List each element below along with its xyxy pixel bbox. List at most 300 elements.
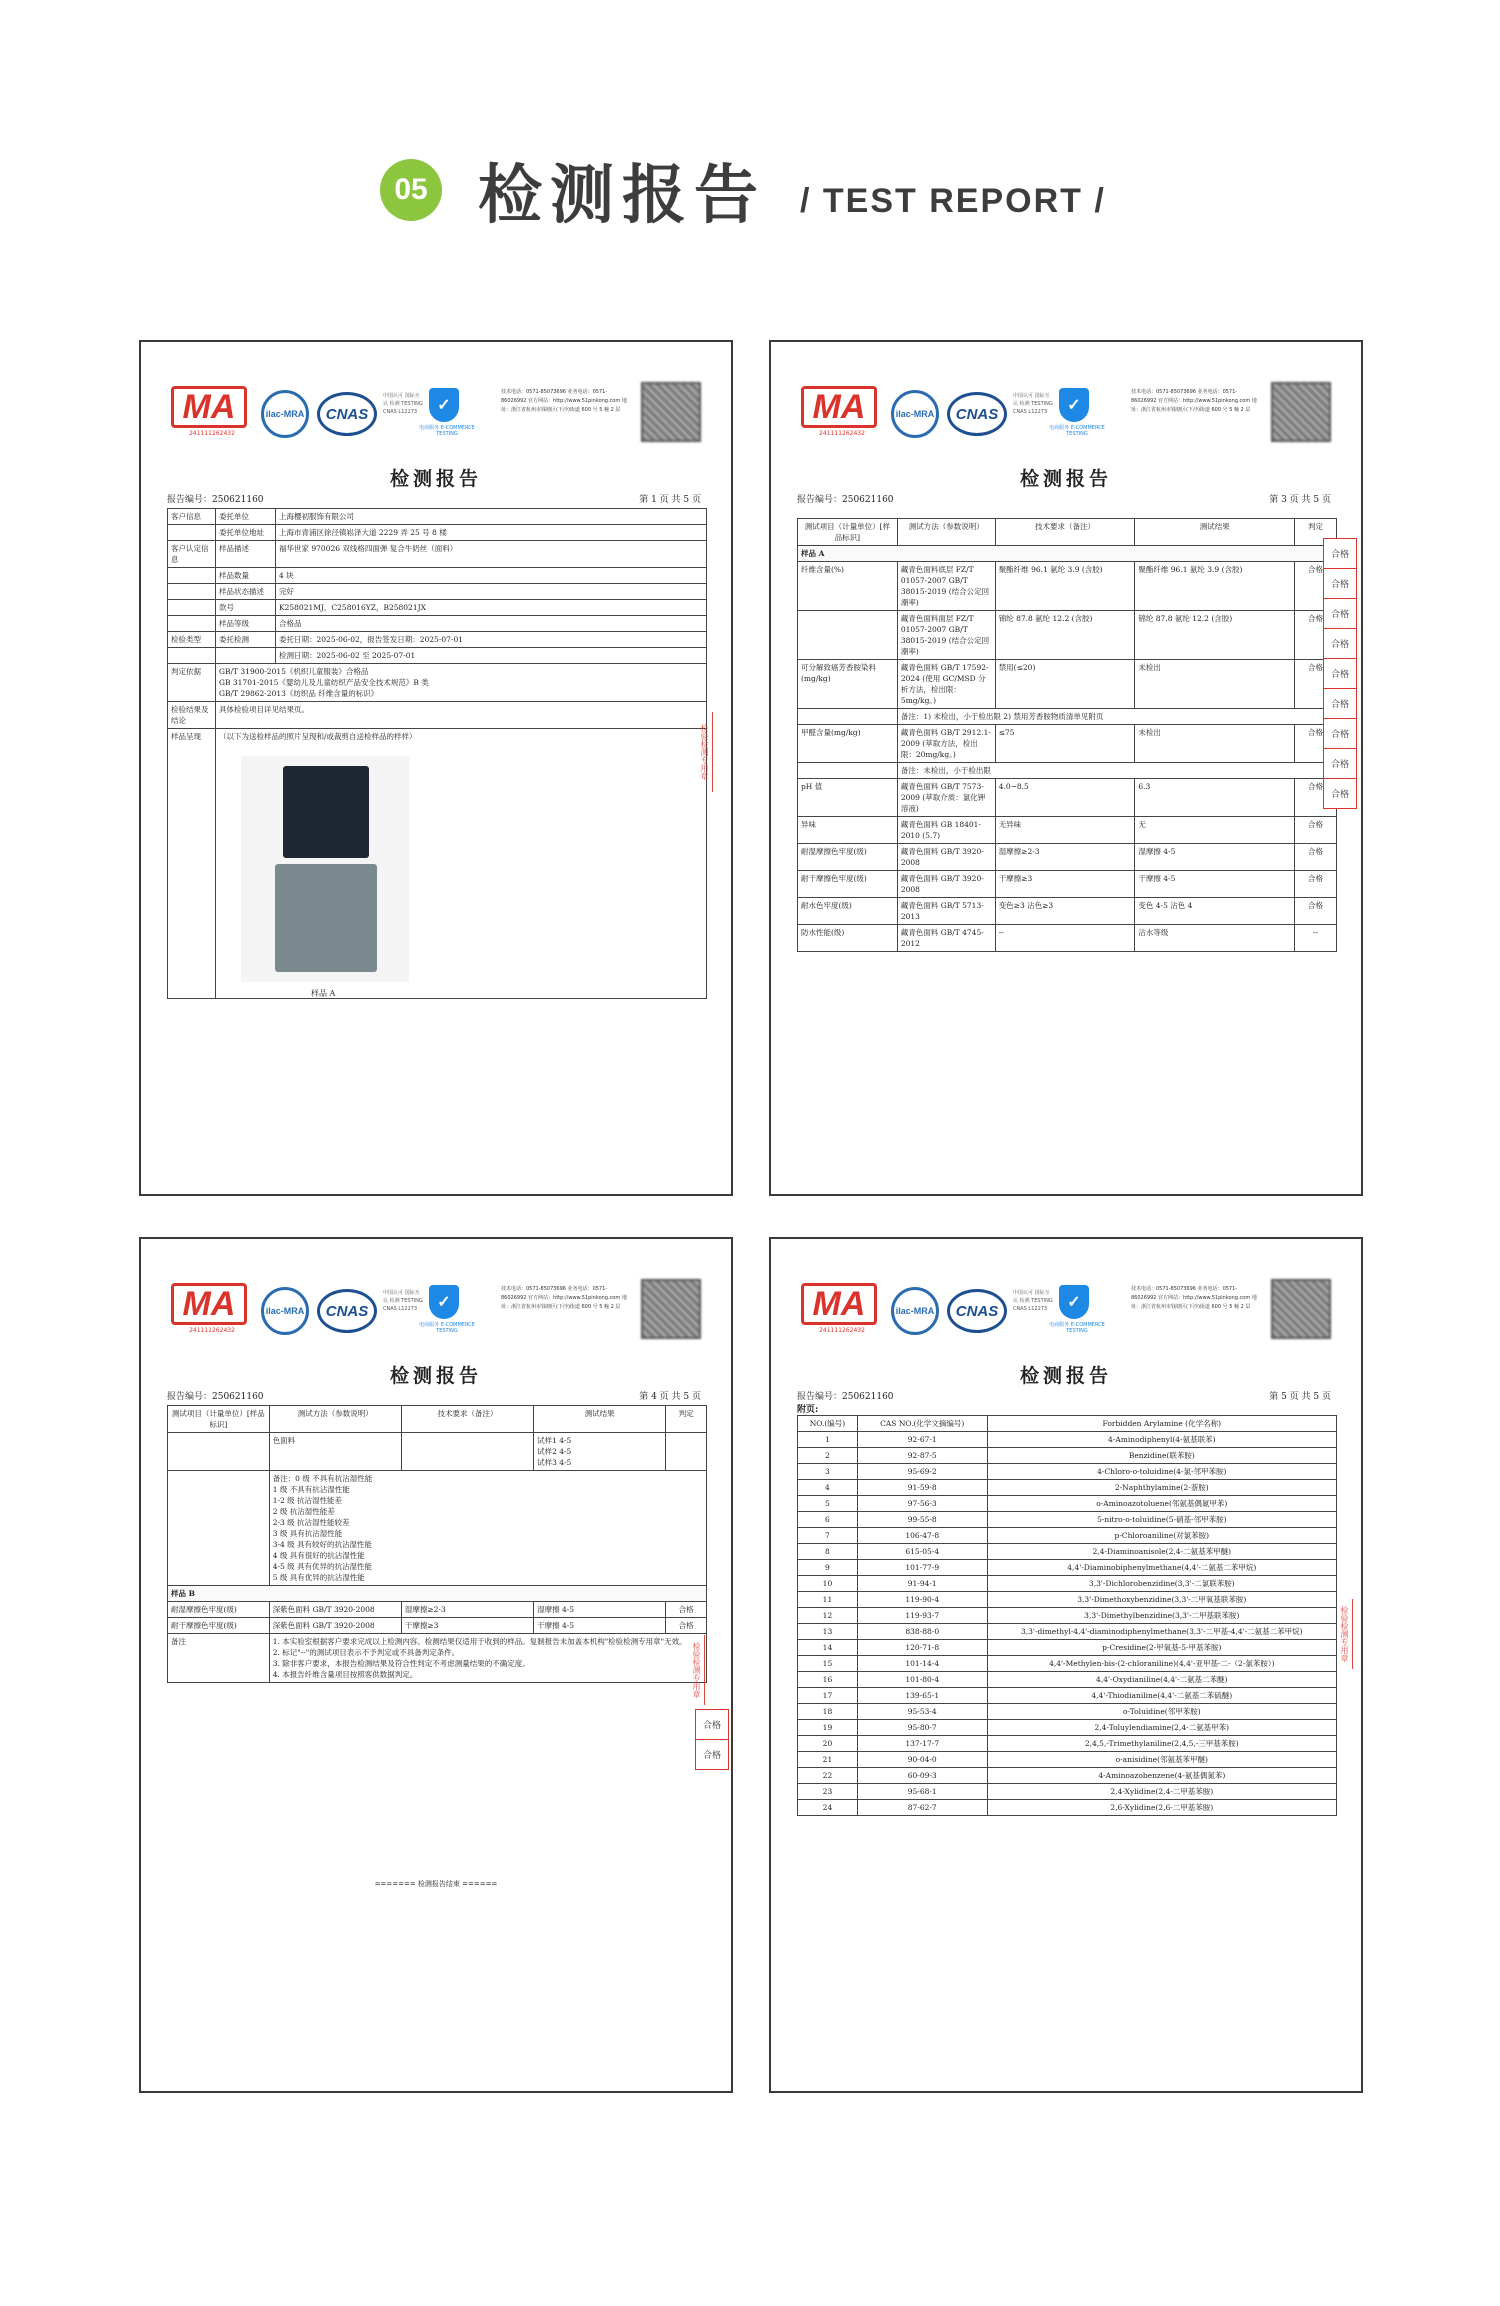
row-number: 19 — [798, 1720, 858, 1736]
info-label: 样品状态描述 — [216, 584, 276, 600]
ma-logo-text: MA — [801, 386, 877, 428]
stamp-seal: 检验检测专用章 — [697, 712, 713, 792]
ilac-logo: ilac-MRA — [891, 390, 939, 438]
info-row — [168, 509, 707, 525]
header-row — [798, 519, 1337, 546]
remarks: 1. 本实验室根据客户要求完成以上检测内容。检测结果仅适用于收到的样品。复制报告未加盖本机构"检验检测专用章"无效。 2. 标记"--"的测试项目表示不予判定或不具备判定条件。 3. 除非客户要求，本报告检测结果及符合性判定不考虑测量结果的不确定度。 4. 本报告纤维含量项目按照客供数据判定。 — [269, 1634, 706, 1683]
arylamine-row — [798, 1640, 1337, 1656]
row-number: 15 — [798, 1656, 858, 1672]
info-group — [168, 525, 216, 541]
result-row — [798, 844, 1337, 871]
test-method: 藏青色面料 GB/T 2912.1-2009 (萃取方法，检出限：20mg/kg。) — [897, 725, 995, 763]
chemical-name: o-Aminoazotoluene(邻氨基偶氮甲苯) — [987, 1496, 1336, 1512]
report-title: 检测报告 — [389, 1365, 482, 1387]
section-number-badge: 05 — [380, 159, 442, 221]
cnas-logo: CNAS — [317, 392, 377, 436]
verdict: 合格 — [1295, 611, 1337, 660]
basis-row — [168, 664, 707, 702]
cnas-caption: 中国认可 国际互认 检测 TESTING CNAS L12273 — [1013, 393, 1053, 415]
row-number: 22 — [798, 1768, 858, 1784]
shield-label: 电商服务 E-COMMERCE TESTING — [419, 425, 475, 437]
basis-value: GB/T 31900-2015《机织儿童服装》合格品 GB 31701-2015《婴幼儿及儿童纺织产品安全技术规范》B 类 GB/T 29862-2013《纺织品 纤维含量的标识》 — [216, 664, 707, 702]
cas-number: 95-69-2 — [857, 1464, 987, 1480]
row-number: 24 — [798, 1800, 858, 1816]
verdict-label: 合格 — [1324, 539, 1356, 569]
stamp-seal: 检验检测专用章 — [1337, 1599, 1353, 1669]
info-row — [168, 584, 707, 600]
table-header: 测试方法（参数说明） — [897, 519, 995, 546]
table-header: 测试结果 — [1135, 519, 1295, 546]
info-value: 福华世家 970026 双线格四面弹 复合牛奶丝（面料） — [276, 541, 707, 568]
requirement: 锦纶 87.8 氨纶 12.2 (含胶) — [995, 611, 1135, 660]
test-method: 藏青色面料 GB 18401-2010 (5.7) — [897, 817, 995, 844]
test-method: 藏青色面料 GB/T 17592-2024 (使用 GC/MSD 分析方法，检出限：5mg/kg。) — [897, 660, 995, 709]
test-item: 异味 — [798, 817, 898, 844]
ma-logo — [171, 386, 253, 437]
item — [798, 763, 898, 779]
ma-logo-number: 241111262432 — [819, 430, 865, 437]
test-item: pH 值 — [798, 779, 898, 817]
report-sheet-page-4 — [139, 1237, 733, 2093]
row-number: 8 — [798, 1544, 858, 1560]
qr-code-icon — [1271, 382, 1331, 442]
result-row — [798, 660, 1337, 709]
logo-strip — [801, 1279, 1321, 1339]
cas-number: 95-53-4 — [857, 1704, 987, 1720]
verdict: 合格 — [1295, 817, 1337, 844]
result: 沾水等级 — [1135, 925, 1295, 952]
qr-code-icon — [1271, 1279, 1331, 1339]
test-method: 深紫色面料 GB/T 3920-2008 — [269, 1602, 401, 1618]
info-value: 完好 — [276, 584, 707, 600]
arylamine-row — [798, 1624, 1337, 1640]
ma-logo-number: 241111262432 — [819, 1327, 865, 1334]
ma-logo-number: 241111262432 — [189, 1327, 235, 1334]
ilac-logo: ilac-MRA — [261, 390, 309, 438]
qr-code-icon — [641, 1279, 701, 1339]
table-header: 测试项目（计量单位）[样品标识] — [168, 1406, 270, 1433]
chemical-name: 3,3'-Dimethoxybenzidine(3,3'-二甲氧基联苯胺) — [987, 1592, 1336, 1608]
chemical-name: 4,4'-Methylen-bis-(2-chloraniline)(4,4'-亚甲基-二-（2-氯苯胺）) — [987, 1656, 1336, 1672]
row-number: 13 — [798, 1624, 858, 1640]
cas-number: 91-94-1 — [857, 1576, 987, 1592]
verdict-label: 合格 — [1324, 749, 1356, 779]
header-row — [168, 1406, 707, 1433]
verdict-label: 合格 — [702, 1751, 721, 1761]
verdict: -- — [1295, 925, 1337, 952]
arylamine-table — [797, 1415, 1337, 1816]
row-number: 16 — [798, 1672, 858, 1688]
lab-contact: 技术电话：0571-85073696 业务电话：0571-86026992 官方网站：http://www.51pinkong.com 地址：浙江省杭州市钱塘区(下沙)街道 600 号 5 幢 2 层 — [1131, 389, 1257, 413]
ilac-logo: ilac-MRA — [261, 1287, 309, 1335]
test-method: 藏青色面料 GB/T 4745-2012 — [897, 925, 995, 952]
cas-number: 95-68-1 — [857, 1784, 987, 1800]
test-method: 藏青色面料面层 FZ/T 01057-2007 GB/T 38015-2019 (结合公定回潮率) — [897, 611, 995, 660]
chemical-name: 4-Aminoazobenzene(4-氨基偶氮苯) — [987, 1768, 1336, 1784]
test-item: 甲醛含量(mg/kg) — [798, 725, 898, 763]
photo-note: （以下为送检样品的照片呈现和/或裁剪自送检样品的样样） — [216, 729, 707, 999]
cas-number: 87-62-7 — [857, 1800, 987, 1816]
test-method: 藏青色面料 GB/T 5713-2013 — [897, 898, 995, 925]
info-value: 委托日期：2025-06-02，报告签发日期：2025-07-01 — [276, 632, 707, 648]
requirement: 湿摩擦≥2-3 — [995, 844, 1135, 871]
arylamine-row — [798, 1512, 1337, 1528]
arylamine-row — [798, 1528, 1337, 1544]
cnas-caption: 中国认可 国际互认 检测 TESTING CNAS L12273 — [1013, 1290, 1053, 1312]
chemical-name: p-Cresidine(2-甲氧基-5-甲基苯胺) — [987, 1640, 1336, 1656]
sample-photo — [241, 756, 409, 982]
ma-logo-text: MA — [171, 1283, 247, 1325]
chemical-name: 4,4'-Diaminobiphenylmethane(4,4'-二氨基二苯甲烷) — [987, 1560, 1336, 1576]
remark-row — [798, 709, 1337, 725]
ma-logo-text: MA — [801, 1283, 877, 1325]
row-number: 20 — [798, 1736, 858, 1752]
report-page: 第 4 页 共 5 页 — [639, 1392, 701, 1402]
section-subtitle: / TEST REPORT / — [800, 181, 1106, 220]
chemical-name: 3,3'-Dimethylbenzidine(3,3'-二甲基联苯胺) — [987, 1608, 1336, 1624]
part: 色面料 — [269, 1433, 401, 1471]
cas-number: 120-71-8 — [857, 1640, 987, 1656]
info-group — [168, 648, 216, 664]
info-group — [168, 616, 216, 632]
info-group: 客户信息 — [168, 509, 216, 525]
sample-label: 样品 A — [798, 546, 1337, 562]
row-number: 7 — [798, 1528, 858, 1544]
requirement: 干摩擦≥3 — [995, 871, 1135, 898]
row-number: 4 — [798, 1480, 858, 1496]
row-number: 1 — [798, 1432, 858, 1448]
report-title: 检测报告 — [389, 468, 482, 490]
info-row — [168, 600, 707, 616]
result-row — [798, 871, 1337, 898]
arylamine-row — [798, 1544, 1337, 1560]
test-item: 纤维含量(%) — [798, 562, 898, 611]
requirement: 干摩擦≥3 — [401, 1618, 533, 1634]
shield-label: 电商服务 E-COMMERCE TESTING — [419, 1322, 475, 1334]
table-header: 技术要求（备注） — [995, 519, 1135, 546]
info-row — [168, 525, 707, 541]
result: 干摩擦 4-5 — [534, 1618, 666, 1634]
ma-logo — [801, 1283, 883, 1334]
verdict-label: 合格 — [1324, 659, 1356, 689]
result: 聚酯纤维 96.1 氨纶 3.9 (含胶) — [1135, 562, 1295, 611]
verdict-label: 合格 — [1330, 790, 1349, 800]
cas-number: 101-77-9 — [857, 1560, 987, 1576]
cas-number: 99-55-8 — [857, 1512, 987, 1528]
req — [401, 1433, 533, 1471]
verdict: 合格 — [1295, 844, 1337, 871]
result: 湿摩擦 4-5 — [1135, 844, 1295, 871]
report-sheet-page-1 — [139, 340, 733, 1196]
trial-row — [168, 1433, 707, 1471]
shield-icon: ✓ — [429, 1285, 459, 1319]
cas-number: 106-47-8 — [857, 1528, 987, 1544]
requirement: 湿摩擦≥2-3 — [401, 1602, 533, 1618]
report-number: 报告编号：250621160 — [797, 495, 894, 505]
result: 干摩擦 4-5 — [1135, 871, 1295, 898]
verdict: 合格 — [1295, 725, 1337, 763]
report-sheet-page-5 — [769, 1237, 1363, 2093]
arylamine-row — [798, 1496, 1337, 1512]
report-title: 检测报告 — [1019, 1365, 1112, 1387]
fabric-swatch-dark — [283, 766, 369, 858]
result-row — [798, 725, 1337, 763]
info-group: 检验类型 — [168, 632, 216, 648]
result-row — [798, 611, 1337, 660]
info-value: 上海市青浦区徐泾镇崧泽大道 2229 弄 25 号 8 楼 — [276, 525, 707, 541]
remark: 备注：未检出，小于检出限 — [897, 763, 1336, 779]
shield-icon: ✓ — [429, 388, 459, 422]
info-group — [168, 584, 216, 600]
info-label: 款号 — [216, 600, 276, 616]
cas-number: 139-65-1 — [857, 1688, 987, 1704]
verdict-label: 合格 — [1324, 629, 1356, 659]
fabric-swatch-gray — [275, 864, 377, 972]
logo-strip — [171, 382, 691, 442]
logo-strip — [801, 382, 1321, 442]
test-item: 耐干摩擦色牢度(级) — [798, 871, 898, 898]
test-method: 藏青色面料 GB/T 3920-2008 — [897, 871, 995, 898]
chemical-name: 2,4-Toluylendiamine(2,4-二氨基甲苯) — [987, 1720, 1336, 1736]
arylamine-row — [798, 1736, 1337, 1752]
report-number: 报告编号：250621160 — [797, 1392, 894, 1402]
item — [798, 709, 898, 725]
test-item — [798, 611, 898, 660]
remark: 备注：1) 未检出，小于检出限 2) 禁用芳香胺物质清单见附页 — [897, 709, 1336, 725]
cnas-caption: 中国认可 国际互认 检测 TESTING CNAS L12273 — [383, 393, 423, 415]
row-number: 12 — [798, 1608, 858, 1624]
cnas-logo: CNAS — [947, 392, 1007, 436]
result: 湿摩擦 4-5 — [534, 1602, 666, 1618]
report-end: ======= 检测报告结束 ====== — [374, 1880, 498, 1888]
info-label — [216, 648, 276, 664]
shield-icon: ✓ — [1059, 1285, 1089, 1319]
chemical-name: 2,4,5,-Trimethylaniline(2,4,5,-三甲基苯胺) — [987, 1736, 1336, 1752]
arylamine-row — [798, 1448, 1337, 1464]
arylamine-row — [798, 1752, 1337, 1768]
basis-label: 判定依据 — [168, 664, 216, 702]
info-label: 委托单位地址 — [216, 525, 276, 541]
verdict: 合格 — [666, 1618, 707, 1634]
result: 未检出 — [1135, 725, 1295, 763]
report-title: 检测报告 — [1019, 468, 1112, 490]
arylamine-row — [798, 1720, 1337, 1736]
verdict: 合格 — [666, 1602, 707, 1618]
conclusion-value: 具体检验项目详见结果页。 — [216, 702, 707, 729]
cnas-logo: CNAS — [317, 1289, 377, 1333]
info-group: 客户认定信息 — [168, 541, 216, 568]
report-page: 第 5 页 共 5 页 — [1269, 1392, 1331, 1402]
result: 变色 4-5 沾色 4 — [1135, 898, 1295, 925]
verdict: 合格 — [1295, 660, 1337, 709]
table-header: Forbidden Arylamine (化学名称) — [987, 1416, 1336, 1432]
verdict-label: 合格 — [1324, 569, 1356, 599]
row-number: 10 — [798, 1576, 858, 1592]
result: 锦纶 87.8 氨纶 12.2 (含胶) — [1135, 611, 1295, 660]
table-header: 测试结果 — [534, 1406, 666, 1433]
shield-icon: ✓ — [1059, 388, 1089, 422]
table-header: CAS NO.(化学文摘编号) — [857, 1416, 987, 1432]
chemical-name: 4,4'-Thiodianiline(4,4'-二氨基二苯硫醚) — [987, 1688, 1336, 1704]
chemical-name: o-anisidine(邻氨基苯甲醚) — [987, 1752, 1336, 1768]
conclusion-row — [168, 702, 707, 729]
photo-label: 样品呈现 — [168, 729, 216, 999]
row-number: 9 — [798, 1560, 858, 1576]
info-label: 样品数量 — [216, 568, 276, 584]
cas-number: 92-87-5 — [857, 1448, 987, 1464]
info-label: 样品等级 — [216, 616, 276, 632]
row-number: 17 — [798, 1688, 858, 1704]
arylamine-row — [798, 1432, 1337, 1448]
arylamine-row — [798, 1592, 1337, 1608]
verdict: 合格 — [1295, 898, 1337, 925]
info-group — [168, 600, 216, 616]
ma-logo-text: MA — [171, 386, 247, 428]
report-page: 第 1 页 共 5 页 — [639, 495, 701, 505]
report-sheet-page-3 — [769, 340, 1363, 1196]
cas-number: 92-67-1 — [857, 1432, 987, 1448]
ilac-logo: ilac-MRA — [891, 1287, 939, 1335]
result-row — [798, 925, 1337, 952]
row-number: 14 — [798, 1640, 858, 1656]
arylamine-row — [798, 1608, 1337, 1624]
cnas-logo: CNAS — [947, 1289, 1007, 1333]
arylamine-row — [798, 1800, 1337, 1816]
item — [168, 1471, 270, 1586]
row-number: 3 — [798, 1464, 858, 1480]
test-item: 耐湿摩擦色牢度(级) — [798, 844, 898, 871]
test-item: 防水性能(级) — [798, 925, 898, 952]
chemical-name: 2-Naphthylamine(2-萘胺) — [987, 1480, 1336, 1496]
cnas-caption: 中国认可 国际互认 检测 TESTING CNAS L12273 — [383, 1290, 423, 1312]
arylamine-row — [798, 1480, 1337, 1496]
sample-label: 样品 B — [168, 1586, 707, 1602]
cas-number: 137-17-7 — [857, 1736, 987, 1752]
stamp-seal: 检验检测专用章 — [689, 1635, 705, 1705]
logo-strip — [171, 1279, 691, 1339]
ma-logo-number: 241111262432 — [189, 430, 235, 437]
info-value: 合格品 — [276, 616, 707, 632]
test-item: 可分解致癌芳香胺染料(mg/kg) — [798, 660, 898, 709]
arylamine-row — [798, 1464, 1337, 1480]
test-item: 耐湿摩擦色牢度(级) — [168, 1602, 270, 1618]
arylamine-row — [798, 1704, 1337, 1720]
chemical-name: 4,4'-Oxydianiline(4,4'-二氨基二苯醚) — [987, 1672, 1336, 1688]
row-number: 2 — [798, 1448, 858, 1464]
verdict: 合格 — [1295, 871, 1337, 898]
remark-label: 备注 — [168, 1634, 270, 1683]
verdict-label: 合格 — [1324, 689, 1356, 719]
row-number: 5 — [798, 1496, 858, 1512]
chemical-name: 3,3'-dimethyl-4,4'-diaminodiphenylmethane(3,3'-二甲基-4,4'-二氨基二苯甲烷) — [987, 1624, 1336, 1640]
test-item: 耐干摩擦色牢度(级) — [168, 1618, 270, 1634]
arylamine-row — [798, 1768, 1337, 1784]
remark-row — [798, 763, 1337, 779]
item — [168, 1433, 270, 1471]
table-header: 判定 — [1295, 519, 1337, 546]
verdict: 合格 — [1295, 562, 1337, 611]
cas-number: 615-05-4 — [857, 1544, 987, 1560]
info-group — [168, 568, 216, 584]
result-row — [798, 562, 1337, 611]
verdict-label: 合格 — [1324, 719, 1356, 749]
table-header: NO.(编号) — [798, 1416, 858, 1432]
ma-logo — [801, 386, 883, 437]
cas-number: 60-09-3 — [857, 1768, 987, 1784]
row-number: 23 — [798, 1784, 858, 1800]
test-method: 藏青色面料底层 FZ/T 01057-2007 GB/T 38015-2019 (结合公定回潮率) — [897, 562, 995, 611]
chemical-name: 3,3'-Dichlorobenzidine(3,3'-二氯联苯胺) — [987, 1576, 1336, 1592]
info-label: 样品描述 — [216, 541, 276, 568]
requirement: 聚酯纤维 96.1 氨纶 3.9 (含胶) — [995, 562, 1135, 611]
test-method: 藏青色面料 GB/T 3920-2008 — [897, 844, 995, 871]
cas-number: 97-56-3 — [857, 1496, 987, 1512]
section-title: 检测报告 — [478, 159, 766, 233]
requirement: 无异味 — [995, 817, 1135, 844]
result-row — [798, 898, 1337, 925]
table-header: 测试项目（计量单位）[样品标识] — [798, 519, 898, 546]
shield-label: 电商服务 E-COMMERCE TESTING — [1049, 425, 1105, 437]
sample-row — [798, 546, 1337, 562]
info-row — [168, 632, 707, 648]
section-header — [380, 150, 1106, 233]
verdict — [666, 1433, 707, 1471]
ma-logo — [171, 1283, 253, 1334]
arylamine-row — [798, 1576, 1337, 1592]
report-number: 报告编号：250621160 — [167, 495, 264, 505]
chemical-name: p-Chloroaniline(对氯苯胺) — [987, 1528, 1336, 1544]
lab-contact: 技术电话：0571-85073696 业务电话：0571-86026992 官方网站：http://www.51pinkong.com 地址：浙江省杭州市钱塘区(下沙)街道 600 号 5 幢 2 层 — [501, 389, 627, 413]
cas-number: 101-14-4 — [857, 1656, 987, 1672]
chemical-name: 2,4-Diaminoanisole(2,4-二氨基苯甲醚) — [987, 1544, 1336, 1560]
arylamine-row — [798, 1656, 1337, 1672]
report-number: 报告编号：250621160 — [167, 1392, 264, 1402]
info-value: K258021MJ，C258016YZ，B258021JX — [276, 600, 707, 616]
grade-row — [168, 1471, 707, 1586]
row-number: 11 — [798, 1592, 858, 1608]
row-number: 6 — [798, 1512, 858, 1528]
info-row — [168, 648, 707, 664]
result-row — [168, 1618, 707, 1634]
lab-contact: 技术电话：0571-85073696 业务电话：0571-86026992 官方网站：http://www.51pinkong.com 地址：浙江省杭州市钱塘区(下沙)街道 600 号 5 幢 2 层 — [501, 1286, 627, 1310]
info-row — [168, 541, 707, 568]
result: 6.3 — [1135, 779, 1295, 817]
sample-row — [168, 1586, 707, 1602]
info-value: 检测日期：2025-06-02 至 2025-07-01 — [276, 648, 707, 664]
arylamine-row — [798, 1560, 1337, 1576]
chemical-name: 2,6-Xylidine(2,6-二甲基苯胺) — [987, 1800, 1336, 1816]
verdict-column-highlight — [1323, 538, 1357, 809]
arylamine-row — [798, 1688, 1337, 1704]
verdict-label: 合格 — [696, 1710, 728, 1740]
info-label: 委托检测 — [216, 632, 276, 648]
chemical-name: 4-Aminodiphenyl(4-氨基联苯) — [987, 1432, 1336, 1448]
qr-code-icon — [641, 382, 701, 442]
verdict-label: 合格 — [1324, 599, 1356, 629]
chemical-name: 2,4-Xylidine(2,4-二甲基苯胺) — [987, 1784, 1336, 1800]
row-number: 18 — [798, 1704, 858, 1720]
shield-label: 电商服务 E-COMMERCE TESTING — [1049, 1322, 1105, 1334]
info-label: 委托单位 — [216, 509, 276, 525]
cas-number: 838-88-0 — [857, 1624, 987, 1640]
verdict: 合格 — [1295, 779, 1337, 817]
requirement: -- — [995, 925, 1135, 952]
arylamine-row — [798, 1784, 1337, 1800]
requirement: ≤75 — [995, 725, 1135, 763]
verdict-column-highlight — [695, 1709, 729, 1770]
table-header: 测试方法（参数说明） — [269, 1406, 401, 1433]
grade-notes: 备注：0 级 不具有抗沾湿性能 1 级 不具有抗沾湿性能 1-2 级 抗沾湿性能差 2 级 抗沾湿性能差 2-3 级 抗沾湿性能较差 3 级 具有抗沾湿性能 3-4 级 具有较好的抗沾湿性能 4 级 具有很好的抗沾湿性能 4-5 级 具有优异的抗沾湿性能 5 级 具有优异的抗沾湿性能 — [269, 1471, 706, 1586]
